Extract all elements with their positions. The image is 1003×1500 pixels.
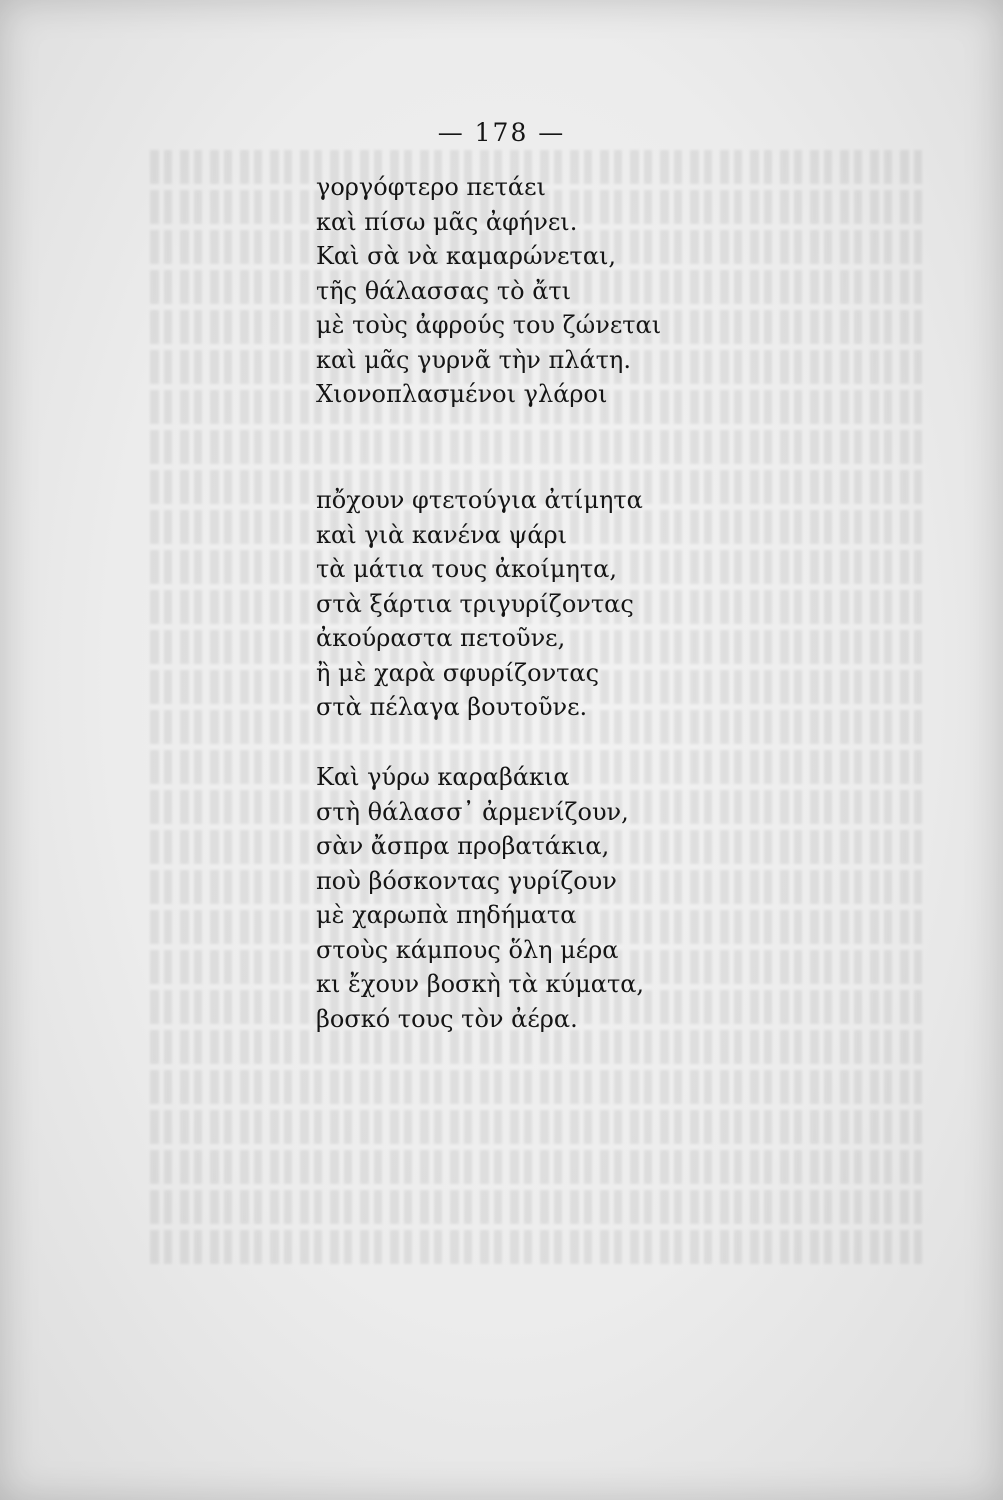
poem-line: στὰ ξάρτια τριγυρίζοντας bbox=[316, 589, 634, 618]
poem-line: καὶ γιὰ κανένα ψάρι bbox=[316, 520, 568, 549]
poem-line: γοργόφτερο πετάει bbox=[316, 173, 546, 201]
page-number: — 178 — bbox=[437, 118, 566, 147]
poem-line: καὶ πίσω μᾶς ἀφήνει. bbox=[316, 207, 578, 236]
poem-line: μὲ τοὺς ἀφρούς του ζώνεται bbox=[316, 311, 662, 339]
poem-line: Καὶ σὰ νὰ καμαρώνεται, bbox=[316, 242, 617, 270]
poem-line: ἀκούραστα πετοῦνε, bbox=[316, 624, 566, 652]
poem-stanza bbox=[316, 483, 736, 725]
poem-stanza bbox=[316, 760, 736, 1036]
poem-line: καὶ μᾶς γυρνᾶ τὴν πλάτη. bbox=[316, 345, 631, 374]
poem-line: βοσκό τους τὸν ἀέρα. bbox=[316, 1004, 578, 1033]
poem-line: πὄχουν φτετούγια ἀτίμητα bbox=[316, 486, 643, 514]
poem-line: ποὺ βόσκοντας γυρίζουν bbox=[316, 866, 617, 895]
poem-line: στὰ πέλαγα βουτοῦνε. bbox=[316, 693, 588, 721]
poem-line: στὴ θάλασσ᾽ ἀρμενίζουν, bbox=[316, 797, 629, 826]
poem-line: σὰν ἄσπρα προβατάκια, bbox=[316, 832, 610, 860]
poem-line: Χιονοπλασμένοι γλάροι bbox=[316, 380, 608, 408]
poem-line: Καὶ γύρω καραβάκια bbox=[316, 763, 570, 791]
poem-line: τῆς θάλασσας τὸ ἄτι bbox=[316, 276, 572, 305]
poem-line: μὲ χαρωπὰ πηδήματα bbox=[316, 901, 577, 929]
poem-line: ἢ μὲ χαρὰ σφυρίζοντας bbox=[316, 658, 600, 687]
poem-stanza bbox=[316, 170, 736, 412]
poem-line: κι ἔχουν βοσκὴ τὰ κύματα, bbox=[316, 970, 645, 998]
poem-line: στοὺς κάμπους ὅλη μέρα bbox=[316, 935, 619, 964]
poem-line: τὰ μάτια τους ἀκοίμητα, bbox=[316, 555, 617, 583]
